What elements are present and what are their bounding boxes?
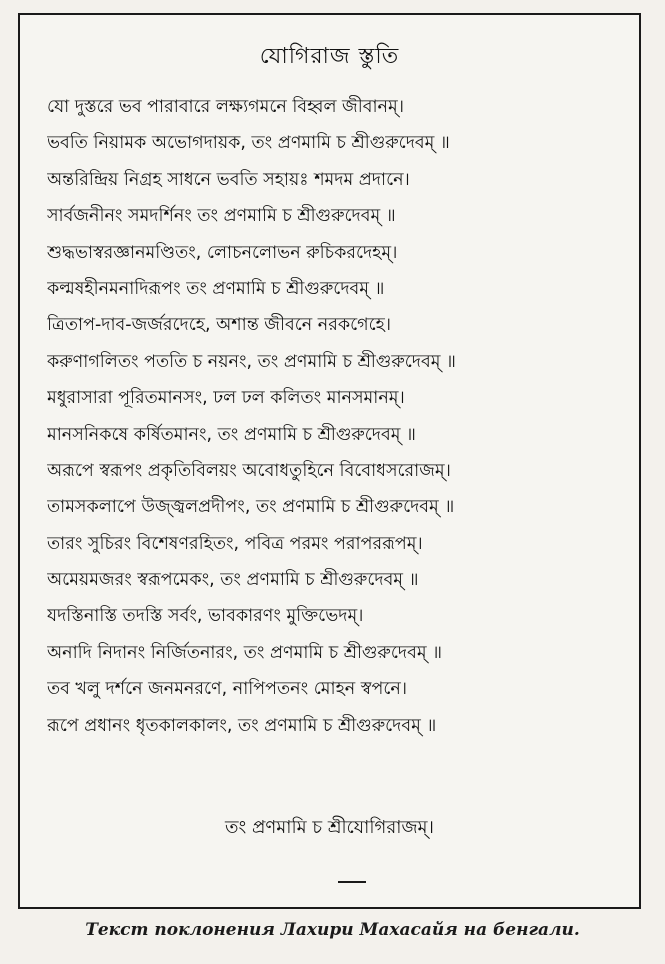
verse-line: অমেয়মজরং স্বরূপমেকং, তং প্রণমামি চ শ্রীগুরুদেবম্ ॥ bbox=[47, 570, 419, 591]
verse-list bbox=[47, 89, 627, 744]
verse-line: ত্রিতাপ-দাব-জর্জরদেহে, অশান্ত জীবনে নরকগেহে। bbox=[47, 315, 392, 336]
verse-line: তামসকলাপে উজ্জ্বলপ্রদীপং, তং প্রণমামি চ শ্রীগুরুদেবম্ ॥ bbox=[47, 497, 455, 518]
verse-line: যো দুস্তরে ভব পারাবারে লক্ষ্যগমনে বিহ্বল জীবানম্। bbox=[47, 97, 404, 117]
figure-caption: Текст поклонения Лахири Махасайя на бенгали. bbox=[85, 920, 580, 940]
verse-line: রূপে প্রধানং ধৃতকালকালং, তং প্রণমামি চ শ্রীগুরুদেবম্ ॥ bbox=[47, 715, 437, 736]
closing-line: তং প্রণমামি চ শ্রীযোগিরাজম্। bbox=[225, 817, 434, 838]
verse-line: অন্তরিন্দ্রিয় নিগ্রহ সাধনে ভবতি সহায়ঃ শমদম প্রদানে। bbox=[47, 169, 410, 190]
verse-line: মানসনিকষে কর্ষিতমানং, তং প্রণমামি চ শ্রীগুরুদেবম্ ॥ bbox=[47, 424, 416, 445]
verse-line: যদস্তিনাস্তি তদস্তি সর্বং, ভাবকারণং মুক্তিভেদম্। bbox=[47, 606, 364, 627]
verse-line: মধুরাসারা পূরিতমানসং, ঢল ঢল কলিতং মানসমানম্। bbox=[47, 388, 405, 409]
verse-line: শুদ্ধভাস্বরজ্ঞানমণ্ডিতং, লোচনলোভন রুচিকরদেহম্। bbox=[47, 242, 398, 263]
verse-line: কল্মষহীনমনাদিরূপং তং প্রণমামি চ শ্রীগুরুদেবম্ ॥ bbox=[47, 278, 385, 299]
verse-line: অনাদি নিদানং নির্জিতনারং, তং প্রণমামি চ শ্রীগুরুদেবম্ ॥ bbox=[47, 642, 443, 663]
verse-line: তারং সুচিরং বিশেষণরহিতং, পবিত্র পরমং পরাপররূপম্। bbox=[47, 533, 423, 554]
stuti-title: যোগিরাজ স্তুতি bbox=[259, 44, 400, 69]
verse-line: ভবতি নিয়ামক অভোগদায়ক, তং প্রণমামি চ শ্রীগুরুদেবম্ ॥ bbox=[47, 133, 450, 154]
end-divider bbox=[338, 881, 366, 883]
verse-line: তব খলু দর্শনে জনমনরণে, নাপিপতনং মোহন স্বপনে। bbox=[47, 679, 408, 700]
text-frame bbox=[18, 13, 641, 909]
verse-line: সার্বজনীনং সমদর্শিনং তং প্রণমামি চ শ্রীগুরুদেবম্ ॥ bbox=[47, 206, 396, 227]
verse-line: করুণাগলিতং পততি চ নয়নং, তং প্রণমামি চ শ্রীগুরুদেবম্ ॥ bbox=[47, 351, 456, 372]
verse-line: অরূপে স্বরূপং প্রকৃতিবিলয়ং অবোধতুহিনে বিবোধসরোজম্। bbox=[47, 460, 451, 481]
